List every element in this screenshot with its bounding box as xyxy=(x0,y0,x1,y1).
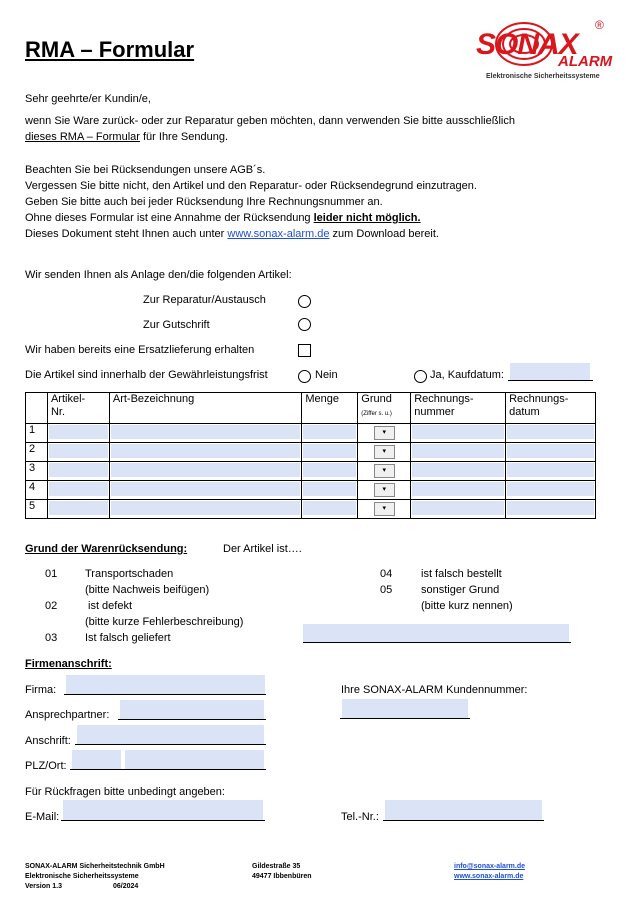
grund-dropdown[interactable] xyxy=(374,426,395,440)
tel-underline xyxy=(383,820,544,821)
grund-dropdown[interactable] xyxy=(374,445,395,459)
logo-sub: ALARM xyxy=(558,53,613,70)
anlage-label: Wir senden Ihnen als Anlage den/die folgenden Artikel: xyxy=(25,269,292,281)
tel-field[interactable] xyxy=(385,800,542,820)
rechnungsnummer-input[interactable] xyxy=(412,444,504,458)
kundennummer-label: Ihre SONAX-ALARM Kundennummer: xyxy=(341,684,528,696)
anschrift-underline xyxy=(75,744,266,745)
kundennummer-field[interactable] xyxy=(342,699,468,718)
note-not-possible: leider nicht möglich. xyxy=(313,212,421,224)
reparatur-radio[interactable] xyxy=(298,295,311,308)
anschrift-label: Anschrift: xyxy=(25,735,71,747)
ansprechpartner-underline xyxy=(118,719,266,720)
sonstiger-grund-field[interactable] xyxy=(303,624,569,642)
email-underline xyxy=(61,820,265,821)
artikelnr-input[interactable] xyxy=(49,444,108,458)
footer-web-link[interactable]: www.sonax-alarm.de xyxy=(454,873,524,880)
footer-date: 06/2024 xyxy=(113,883,139,890)
note-rechnung: Geben Sie bitte auch bei jeder Rücksendung Ihre Rechnungsnummer an. xyxy=(25,196,383,208)
reason-01-code: 01 xyxy=(45,568,58,580)
artikelnr-input[interactable] xyxy=(49,482,108,496)
website-link[interactable]: www.sonax-alarm.de xyxy=(227,228,330,240)
rechnungsnummer-input[interactable] xyxy=(412,425,504,439)
articles-table xyxy=(25,392,596,519)
reason-01-text: Transportschaden xyxy=(85,568,174,580)
ja-label: Ja, Kaufdatum: xyxy=(430,369,504,381)
table-row xyxy=(26,481,596,500)
rechnungsdatum-input[interactable] xyxy=(507,444,594,458)
anschrift-field[interactable] xyxy=(77,725,264,744)
reason-01-note: (bitte Nachweis beifügen) xyxy=(85,584,210,596)
sonstiger-grund-underline xyxy=(303,642,571,643)
logo-tagline: Elektronische Sicherheitssysteme xyxy=(486,73,600,80)
col-bezeichnung-header: Art-Bezeichnung xyxy=(109,393,302,424)
nein-label: Nein xyxy=(315,369,338,381)
ersatz-checkbox[interactable] xyxy=(298,344,311,357)
col-rechnungsnummer-header: Rechnungs- nummer xyxy=(411,393,506,424)
chevron-down-icon: ▾ xyxy=(382,467,386,474)
firma-underline xyxy=(64,694,266,695)
email-field[interactable] xyxy=(63,800,263,820)
ersatz-label: Wir haben bereits eine Ersatzlieferung erhalten xyxy=(25,344,255,356)
artikelnr-input[interactable] xyxy=(49,425,108,439)
row-number: 4 xyxy=(26,481,48,500)
rechnungsnummer-input[interactable] xyxy=(412,482,504,496)
bezeichnung-input[interactable] xyxy=(111,482,301,496)
rechnungsdatum-input[interactable] xyxy=(507,501,594,515)
col-menge-header: Menge xyxy=(302,393,358,424)
chevron-down-icon: ▾ xyxy=(382,429,386,436)
gutschrift-label: Zur Gutschrift xyxy=(143,319,210,331)
col-rechnungsdatum-header: Rechnungs- datum xyxy=(506,393,596,424)
grund-dropdown[interactable] xyxy=(374,502,395,516)
greeting: Sehr geehrte/er Kundin/e, xyxy=(25,93,151,105)
gewaehr-label: Die Artikel sind innerhalb der Gewährleistungsfrist xyxy=(25,369,268,381)
table-row xyxy=(26,500,596,519)
tel-label: Tel.-Nr.: xyxy=(341,811,379,823)
email-label: E-Mail: xyxy=(25,811,60,823)
logo-brand: SONAX xyxy=(476,28,578,61)
menge-input[interactable] xyxy=(303,425,356,439)
plz-ort-underline xyxy=(70,769,266,770)
rechnungsdatum-input[interactable] xyxy=(507,463,594,477)
footer-street: Gildestraße 35 xyxy=(252,863,301,870)
kaufdatum-field[interactable] xyxy=(510,363,590,380)
ansprechpartner-label: Ansprechpartner: xyxy=(25,709,110,721)
rma-form-reference: dieses RMA – Formular xyxy=(25,131,140,143)
ansprechpartner-field[interactable] xyxy=(120,700,264,719)
reasons-heading: Grund der Warenrücksendung: xyxy=(25,543,188,555)
row-number: 2 xyxy=(26,443,48,462)
sonax-logo xyxy=(474,18,613,86)
page-title: RMA – Formular xyxy=(25,37,195,62)
bezeichnung-input[interactable] xyxy=(111,444,301,458)
footer-city: 49477 Ibbenbüren xyxy=(252,873,312,880)
note-artikel: Vergessen Sie bitte nicht, den Artikel und den Reparatur- oder Rücksendegrund einzutragen. xyxy=(25,180,477,192)
grund-dropdown[interactable] xyxy=(374,464,395,478)
rechnungsnummer-input[interactable] xyxy=(412,463,504,477)
reason-03-text: Ist falsch geliefert xyxy=(85,632,171,644)
artikelnr-input[interactable] xyxy=(49,501,108,515)
bezeichnung-input[interactable] xyxy=(111,463,301,477)
footer-email-link[interactable]: info@sonax-alarm.de xyxy=(454,863,526,870)
intro-line1: wenn Sie Ware zurück- oder zur Reparatur geben möchten, dann verwenden Sie bitte ausschließlich xyxy=(25,115,515,127)
rechnungsnummer-input[interactable] xyxy=(412,501,504,515)
footer-version: Version 1.3 xyxy=(25,883,62,890)
menge-input[interactable] xyxy=(303,444,356,458)
rechnungsdatum-input[interactable] xyxy=(507,482,594,496)
col-grund-header: Grund (Ziffer s. u.) xyxy=(358,393,411,424)
table-header-row xyxy=(26,393,596,424)
bezeichnung-input[interactable] xyxy=(111,501,301,515)
reason-02-code: 02 xyxy=(45,600,58,612)
chevron-down-icon: ▾ xyxy=(382,505,386,512)
rueckfragen-label: Für Rückfragen bitte unbedingt angeben: xyxy=(25,786,225,798)
address-heading: Firmenanschrift: xyxy=(25,658,112,670)
footer-company2: Elektronische Sicherheitssysteme xyxy=(25,873,139,880)
note-formular: Ohne dieses Formular ist eine Annahme der Rücksendung leider nicht möglich. xyxy=(25,212,421,224)
menge-input[interactable] xyxy=(303,463,356,477)
plz-field[interactable] xyxy=(72,750,121,769)
chevron-down-icon: ▾ xyxy=(382,448,386,455)
firma-field[interactable] xyxy=(66,675,265,694)
reparatur-label: Zur Reparatur/Austausch xyxy=(143,294,266,306)
table-row xyxy=(26,443,596,462)
reason-05-note: (bitte kurz nennen) xyxy=(421,600,513,612)
menge-input[interactable] xyxy=(303,482,356,496)
reason-04-text: ist falsch bestellt xyxy=(421,568,502,580)
logo-registered: ® xyxy=(595,18,604,32)
ort-field[interactable] xyxy=(125,750,264,769)
reason-04-code: 04 xyxy=(380,568,393,580)
table-row xyxy=(26,424,596,443)
col-artikelnr-header: Artikel- Nr. xyxy=(47,393,109,424)
reason-05-text: sonstiger Grund xyxy=(421,584,500,596)
chevron-down-icon: ▾ xyxy=(382,486,386,493)
reason-02-note: (bitte kurze Fehlerbeschreibung) xyxy=(85,616,244,628)
grund-dropdown[interactable] xyxy=(374,483,395,497)
gutschrift-radio[interactable] xyxy=(298,318,311,331)
reasons-subheading: Der Artikel ist…. xyxy=(223,543,302,555)
menge-input[interactable] xyxy=(303,501,356,515)
reason-02-text: ist defekt xyxy=(88,600,133,612)
row-number: 5 xyxy=(26,500,48,519)
kaufdatum-underline xyxy=(508,380,593,381)
kundennummer-underline xyxy=(340,718,470,719)
plz-ort-label: PLZ/Ort: xyxy=(25,760,67,772)
firma-label: Firma: xyxy=(25,684,57,696)
reason-03-code: 03 xyxy=(45,632,58,644)
col-nr-header xyxy=(26,393,48,424)
table-row xyxy=(26,462,596,481)
ja-radio[interactable] xyxy=(414,370,427,383)
footer-company: SONAX-ALARM Sicherheitstechnik GmbH xyxy=(25,863,165,870)
bezeichnung-input[interactable] xyxy=(111,425,301,439)
rechnungsdatum-input[interactable] xyxy=(507,425,594,439)
note-download: Dieses Dokument steht Ihnen auch unter www.sonax-alarm.de zum Download bereit. xyxy=(25,228,439,240)
reason-05-code: 05 xyxy=(380,584,393,596)
artikelnr-input[interactable] xyxy=(49,463,108,477)
row-number: 1 xyxy=(26,424,48,443)
nein-radio[interactable] xyxy=(298,370,311,383)
note-agb: Beachten Sie bei Rücksendungen unsere AGB´s. xyxy=(25,164,266,176)
intro-line2: dieses RMA – Formular für Ihre Sendung. xyxy=(25,131,228,143)
row-number: 3 xyxy=(26,462,48,481)
